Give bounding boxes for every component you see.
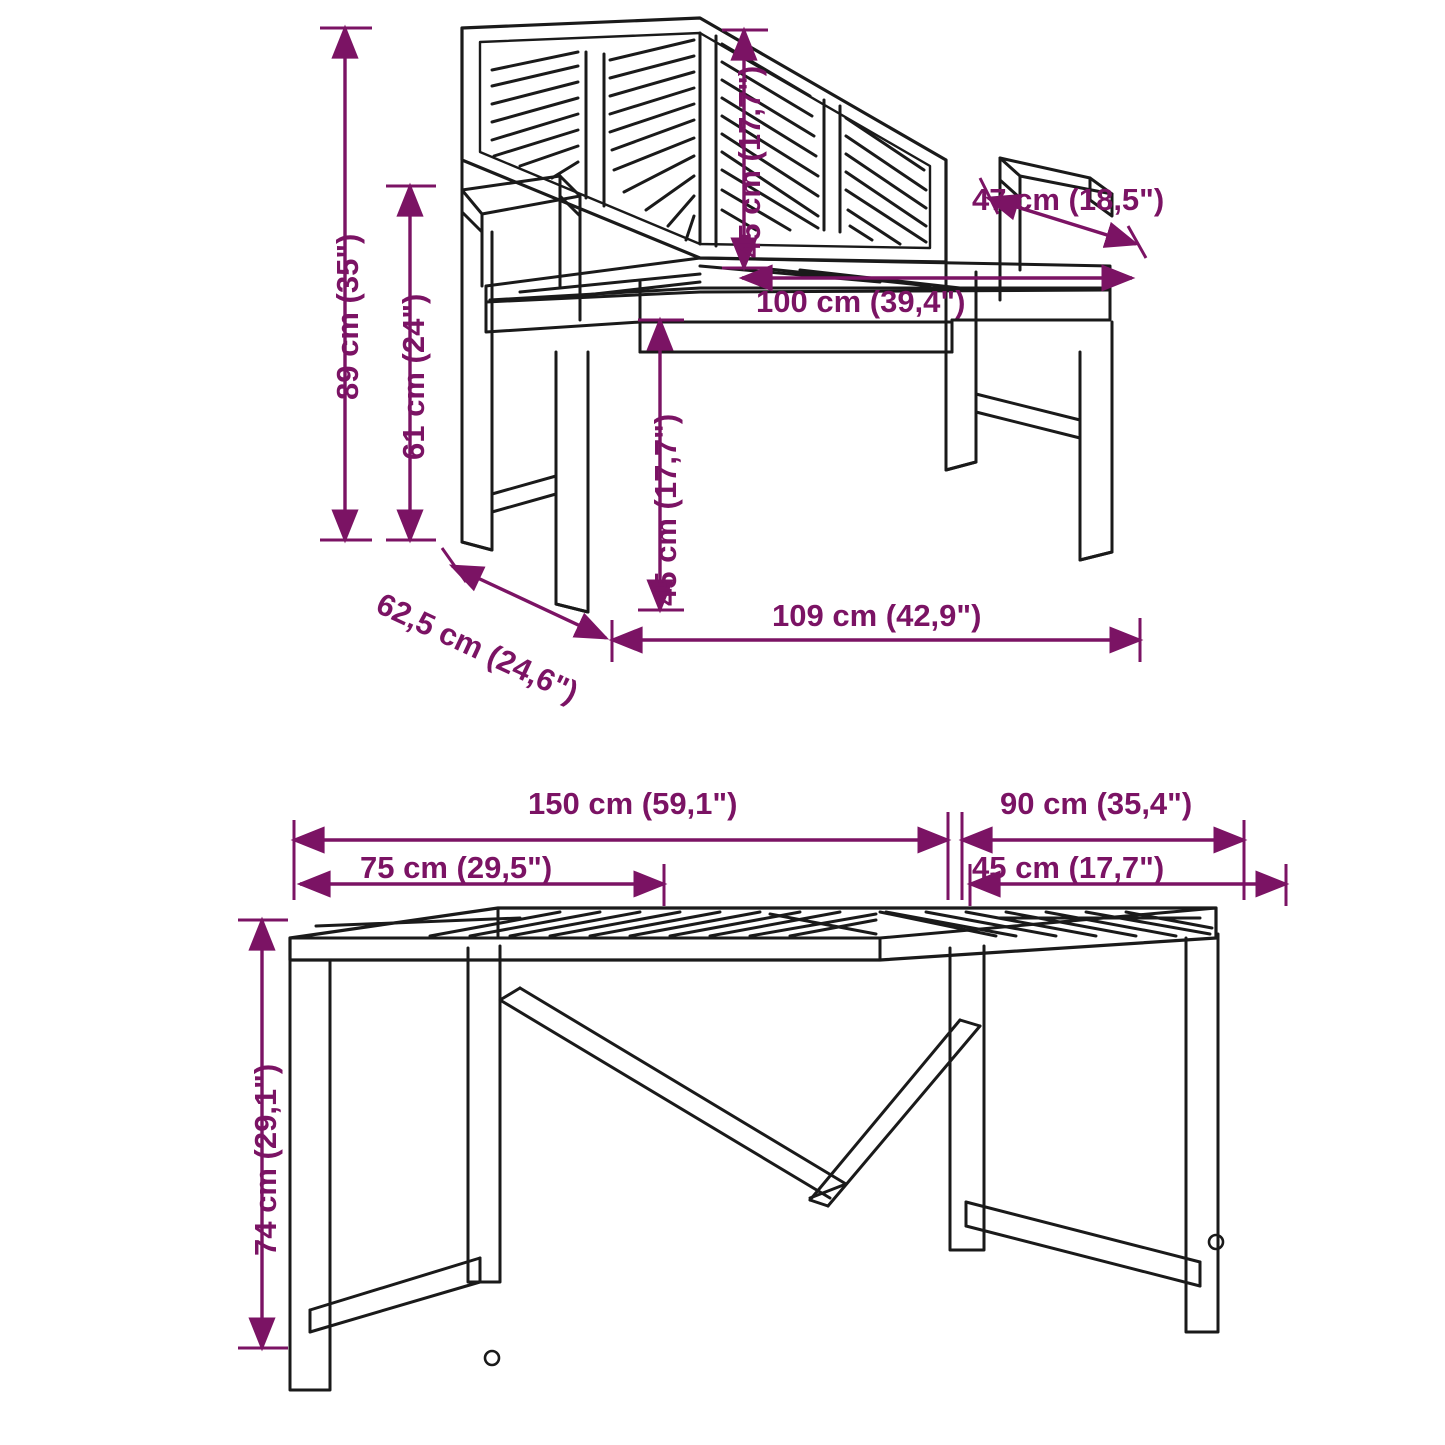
dim-bench-arm-height-61: 61 cm (24"): [396, 293, 431, 460]
dim-bench-depth-62-5: 62,5 cm (24,6"): [371, 586, 584, 710]
dim-bench-backrest-45: 45 cm (17,7"): [732, 65, 767, 258]
dim-table-width-90: 90 cm (35,4"): [1000, 786, 1193, 821]
dim-table-length-150: 150 cm (59,1"): [528, 786, 738, 821]
dim-table-height-74: 74 cm (29,1"): [248, 1063, 283, 1256]
dim-bench-width-109: 109 cm (42,9"): [772, 598, 982, 633]
dim-bench-seat-height-45: 45 cm (17,7"): [648, 413, 683, 606]
dim-bench-height-89: 89 cm (35"): [330, 233, 365, 400]
dim-bench-seat-depth-47: 47 cm (18,5"): [972, 182, 1165, 217]
dim-table-half-length-75: 75 cm (29,5"): [360, 850, 553, 885]
dim-table-half-width-45: 45 cm (17,7"): [972, 850, 1165, 885]
dim-bench-seat-width-100: 100 cm (39,4"): [756, 284, 966, 319]
